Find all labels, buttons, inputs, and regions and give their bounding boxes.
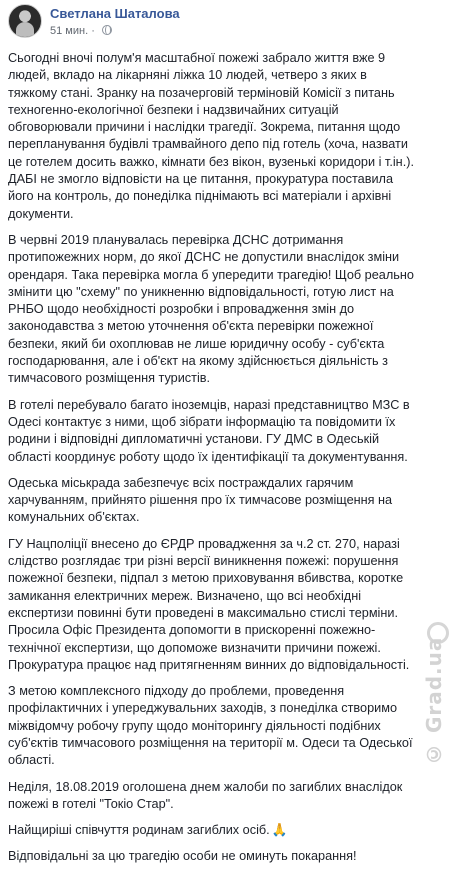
praying-hands-icon: 🙏 [271,823,288,838]
post-meta [50,25,112,37]
sep: · [91,25,98,37]
globe-icon[interactable] [102,25,112,35]
paragraph-6: З метою комплексного підходу до проблеми, проведення профілактичних і упереджувальних заходів, з понеділка створимо міжвідомчу робочу групу щодо моніторингу діяльності подібних суб'єктів тимчасового розміщення на території м. Одеси та Одеської області. [8,684,413,768]
post-body [8,50,414,875]
condolence-text: Найщиріші співчуття родинам загиблих осіб. [8,823,270,838]
avatar[interactable] [8,4,42,38]
paragraph-1: Сьогодні вночі полум'я масштабної пожежі забрало життя вже 9 людей, вкладо на лікарняні ліжка 10 людей, четверо з яких в тяжкому стані. Зранку на позачерговій терміновій Комісії з питань техногенно-екологічної безпеки і надзвичайних ситуацій обговорювали причини і наслідки трагедії. Зокрема, питання щодо перепланування будівлі трамвайного депо під готель (хоча, назвати це готелем досить важко, кімнати без вікон, вузенькі коридори і т.ін.). ДАБІ не змогло відповісти на це питання, прокуратура поставила його на контроль, до понеділка піднімають всі матеріали і архівні документи. [8,51,414,221]
paragraph-5: ГУ Нацполіції внесено до ЄРДР провадження за ч.2 ст. 270, наразі слідство розглядає три різні версії виникнення пожежі: порушення пожежної безпеки, підпал з метою приховування вбивства, коротке замикання електричних мереж. Визначено, що всі необхідні експертизи повинні бути проведені в максимально стислі терміни. Просила Офіс Президента допомогти в прискоренні пожежно-технічної експертизи, що допоможе визначити причини пожежі. Прокуратура працює над притягненням винних до відповідальності. [8,536,410,672]
author-name[interactable]: Светлана Шаталова [50,6,180,21]
paragraph-7: Неділя, 18.08.2019 оголошена днем жалоби по загиблих внаслідок пожежі в готелі "Токіо Стар". [8,779,403,811]
paragraph-8 [8,822,414,839]
paragraph-9: Відповідальні за цю трагедію особи не оминуть покарання! [8,849,357,864]
watermark: © Grad.ua [422,636,446,766]
post-header [8,4,448,44]
paragraph-3: В готелі перебувало багато іноземців, наразі представництво МЗС в Одесі контактує з ними, щоб зібрати інформацію та повідомити їх родини і відповідні дипломатичні установи. ГУ ДМС в Одеській області координує роботу щодо їх ідентифікації та документування. [8,397,410,464]
post-time[interactable]: 51 мин. [50,25,89,37]
paragraph-4: Одеська міськрада забезпечує всіх постраждалих гарячим харчуванням, прийнято рішення про їх тимчасове розміщення на комунальних об'єктах. [8,475,393,525]
paragraph-2: В червні 2019 планувалась перевірка ДСНС дотримання протипожежних норм, до якої ДСНС не допустили внаслідок зміни орендаря. Така перевірка могла б упередити трагедію! Щоб реально змінити цю "схему" по уникненню відповідальності, готую лист на РНБО щодо необхідності розробки і впровадження змін до законодавства з метою уточнення об'єкта перевірки пожежної безпеки, який би охоплював не лише юридичну особу - суб'єкта господарювання, але і об'єкт на якому здійснюється діяльність з тимчасового розміщення туристів. [8,232,414,386]
